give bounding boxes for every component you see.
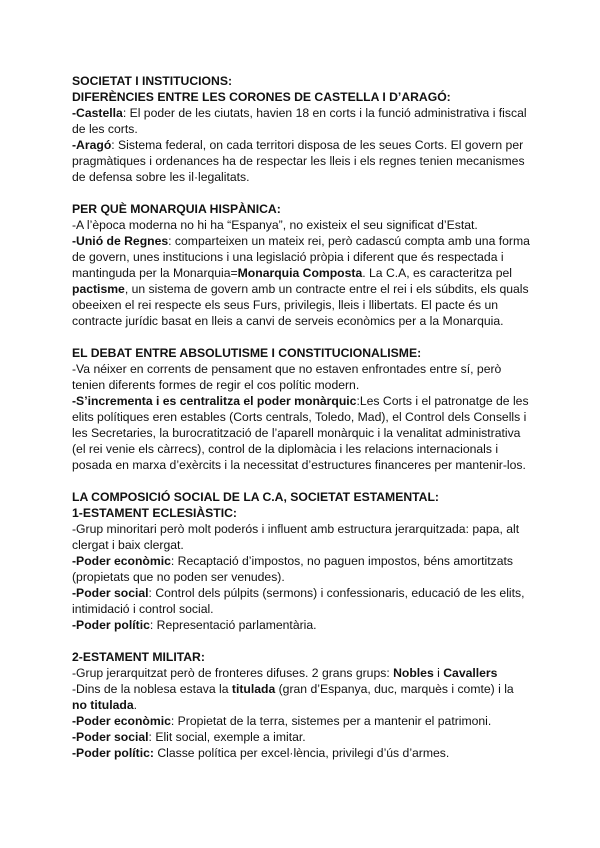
s1-arago-text: : Sistema federal, on cada territori disposa de les seues Corts. El govern per: [111, 138, 524, 152]
s4-pol-text: : Representació parlamentària.: [149, 618, 317, 632]
s3-p2: [72, 393, 544, 409]
s2-union-4b: , un sistema de govern amb un contracte entre el rei i els súbdits, els quals: [124, 282, 529, 296]
s5-no-titulada: no titulada: [72, 698, 134, 712]
s2-union-cont-4: obeeixen el rei respecte els seus Furs, privilegis, lleis i llibertats. El pacte és un: [72, 298, 499, 312]
s1-castella: [72, 105, 544, 121]
s5-p1-c: i: [433, 666, 444, 680]
s3-p2-cont-1: elits polítiques eren estables (Corts centrals, Toledo, Mad), el Control dels Consells i: [72, 410, 527, 424]
s5-econ-text: : Propietat de la terra, sistemes per a mantenir el patrimoni.: [170, 714, 492, 728]
s1-arago: [72, 137, 544, 153]
s2-union-cont-5: contracte jurídic basat en lleis a canvi de serveis econòmics per a la Monarquia.: [72, 314, 504, 328]
s5-econ-label: -Poder econòmic: [72, 714, 171, 728]
s2-monarquia-composta: Monarquia Composta: [237, 266, 363, 280]
s2-union-text: : comparteixen un mateix rei, però cadascú compta amb una forma: [168, 234, 530, 248]
s1-arago-cont-2: de defensa sobre les il·legalitats.: [72, 170, 250, 184]
s2-union-cont-3: [72, 281, 544, 297]
s1-castella-label: -Castella: [72, 106, 123, 120]
s4-econ-text: : Recaptació d’impostos, no paguen impostos, béns amortitzats: [170, 554, 513, 568]
s4-pol: [72, 617, 544, 633]
s5-econ: [72, 713, 544, 729]
s1-arago-cont-1: pragmàtiques i ordenances ha de respectar les lleis i els regnes tenien mecanismes: [72, 154, 525, 168]
s5-p1: [72, 665, 544, 681]
s5-p2-a: -Dins de la noblesa estava la: [72, 682, 232, 696]
s1-heading: DIFERÈNCIES ENTRE LES CORONES DE CASTELLA I D’ARAGÓ:: [72, 90, 451, 104]
s5-p3: [72, 697, 544, 713]
s4-subheading: 1-ESTAMENT ECLESIÀSTIC:: [72, 506, 237, 520]
s4-social-cont: intimidació i control social.: [72, 602, 214, 616]
s3-p2-cont-3: (el rei venie els càrrecs), control de la diplomàcia i les relacions internacionals i: [72, 442, 499, 456]
s5-pol-label: -Poder polític:: [72, 746, 154, 760]
s5-social-label: -Poder social: [72, 730, 149, 744]
s4-econ-cont: (propietats que no poden ser venudes).: [72, 570, 285, 584]
s5-social-text: : Elit social, exemple a imitar.: [148, 730, 306, 744]
s5-pol: [72, 745, 544, 761]
s3-p2-cont-4: posada en marxa d’exèrcits i la necessitat d’estructures financeres per mantenir-los.: [72, 458, 526, 472]
s1-castella-cont: de les corts.: [72, 122, 138, 136]
s5-p3-b: .: [133, 698, 138, 712]
s2-union-3c: . La C.A, es caracteritza pel: [362, 266, 512, 280]
s1-castella-text: : El poder de les ciutats, havien 18 en corts i la funció administrativa i fiscal: [122, 106, 527, 120]
s2-union-label: -Unió de Regnes: [72, 234, 169, 248]
s4-econ-label: -Poder econòmic: [72, 554, 171, 568]
s4-p1-2: clergat i baix clergat.: [72, 538, 184, 552]
s5-subheading: 2-ESTAMENT MILITAR:: [72, 650, 205, 664]
s5-p1-a: -Grup jerarquitzat però de fronteres difuses. 2 grans grups:: [72, 666, 394, 680]
s3-p1-2: tenien diferents formes de regir el cos polític modern.: [72, 378, 360, 392]
s2-union-cont-1: de govern, unes institucions i una legislació pròpia i diferent que és respectada i: [72, 250, 504, 264]
s5-cavallers: Cavallers: [443, 666, 498, 680]
s3-p2-cont-2: les Secretaries, la burocratització de l’aparell monàrquic i la venalitat administrativa: [72, 426, 521, 440]
s2-pactisme: pactisme: [72, 282, 125, 296]
s5-p2: [72, 681, 544, 697]
s3-heading: EL DEBAT ENTRE ABSOLUTISME I CONSTITUCIONALISME:: [72, 346, 422, 360]
s3-p2-label: -S’incrementa i es centralitza el poder monàrquic: [72, 394, 357, 408]
s5-social: [72, 729, 544, 745]
s2-heading: PER QUÈ MONARQUIA HISPÀNICA:: [72, 202, 281, 216]
s5-p2-c: (gran d’Espanya, duc, marquès i comte) i la: [275, 682, 514, 696]
s4-pol-label: -Poder polític: [72, 618, 150, 632]
s2-union-3a: mantinguda per la Monarquia=: [72, 266, 238, 280]
s3-p1-1: -Va néixer en corrents de pensament que no estaven enfrontades entre sí, però: [72, 362, 502, 376]
doc-title: SOCIETAT I INSTITUCIONS:: [72, 74, 233, 88]
s5-titulada: titulada: [231, 682, 276, 696]
s1-arago-label: -Aragó: [72, 138, 112, 152]
s4-social-text: : Control dels púlpits (sermons) i confessionaris, educació de les elits,: [148, 586, 525, 600]
s4-econ: [72, 553, 544, 569]
s2-p1: -A l’època moderna no hi ha “Espanya”, no existeix el seu significat d’Estat.: [72, 218, 478, 232]
s4-p1-1: -Grup minoritari però molt poderós i influent amb estructura jerarquitzada: papa, alt: [72, 522, 520, 536]
s4-social: [72, 585, 544, 601]
s5-nobles: Nobles: [393, 666, 434, 680]
s2-union-cont-2: [72, 265, 544, 281]
s4-social-label: -Poder social: [72, 586, 149, 600]
s4-heading: LA COMPOSICIÓ SOCIAL DE LA C.A, SOCIETAT ESTAMENTAL:: [72, 490, 439, 504]
s3-p2-text: :Les Corts i el patronatge de les: [356, 394, 529, 408]
s5-pol-text: Classe política per excel·lència, privilegi d’ús d’armes.: [153, 746, 450, 760]
s2-union: [72, 233, 544, 249]
